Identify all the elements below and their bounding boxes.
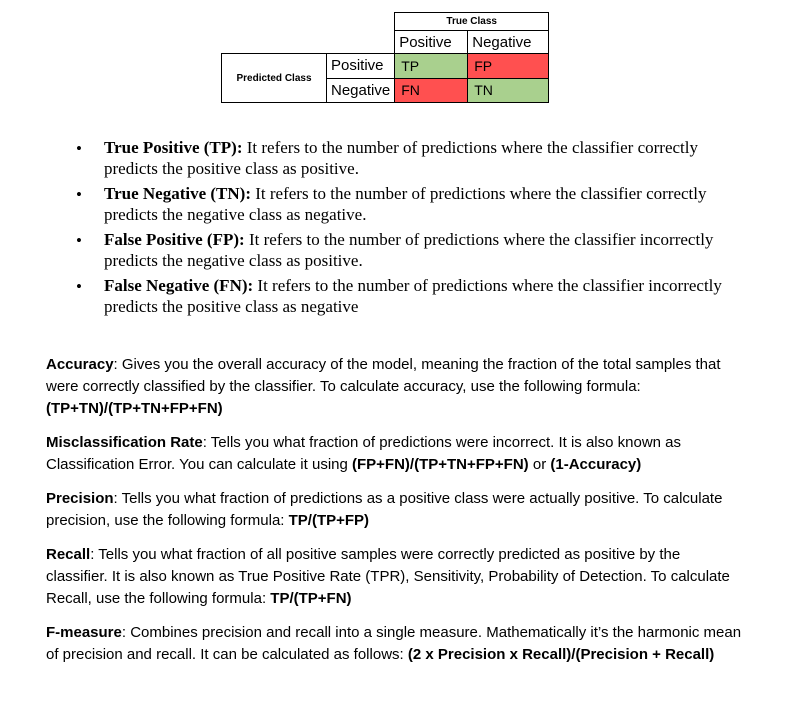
bullet-term: True Positive (TP): bbox=[104, 138, 243, 157]
definition-formula: (TP+TN)/(TP+TN+FP+FN) bbox=[46, 400, 223, 417]
definition-term: Misclassification Rate bbox=[46, 434, 203, 451]
definition-formula: (2 x Precision x Recall)/(Precision + Recall) bbox=[407, 646, 715, 663]
cell-tp: TP bbox=[395, 54, 468, 79]
col-header-positive: Positive bbox=[395, 31, 468, 54]
bullet-text: It refers to the number of predictions where the classifier correctly predicts the positive class as positive. bbox=[104, 138, 698, 178]
bullet-text: It refers to the number of predictions where the classifier correctly predicts the negative class as negative. bbox=[104, 184, 707, 224]
cell-fp: FP bbox=[468, 54, 549, 79]
definition-accuracy bbox=[46, 354, 746, 420]
confusion-matrix bbox=[221, 12, 549, 103]
definition-text: : Combines precision and recall into a single measure. Mathematically it’s the harmonic mean of precision and recall. It can be calculated as follows: bbox=[46, 624, 742, 663]
bullet-dot: • bbox=[76, 277, 82, 296]
corner-empty bbox=[327, 13, 395, 31]
bullet-term: False Negative (FN): bbox=[104, 276, 254, 295]
definition-precision bbox=[46, 488, 746, 532]
bullet-text: It refers to the number of predictions where the classifier incorrectly predicts the negative class as positive. bbox=[104, 230, 714, 270]
definition-term: Recall bbox=[46, 546, 91, 563]
row-header-positive: Positive bbox=[327, 54, 395, 79]
corner-empty bbox=[222, 31, 327, 54]
bullet-dot: • bbox=[76, 185, 82, 204]
definition-term: Precision bbox=[46, 490, 114, 507]
corner-empty bbox=[327, 31, 395, 54]
definition-text: : Tells you what fraction of all positive samples were correctly predicted as positive by the classifier. It is also known as True Positive Rate (TPR), Sensitivity, Probability of Detection. To calculate Recall, use the following formula: bbox=[46, 546, 730, 607]
definition-suffix: or bbox=[528, 456, 551, 473]
definition-recall bbox=[46, 544, 746, 610]
row-header-negative: Negative bbox=[327, 78, 395, 103]
true-class-header: True Class bbox=[395, 13, 549, 31]
bullet-item-tp bbox=[76, 137, 726, 179]
definition-term: Accuracy bbox=[46, 356, 114, 373]
bullet-item-fn bbox=[76, 275, 726, 317]
cell-tn: TN bbox=[468, 78, 549, 103]
definition-term: F-measure bbox=[46, 624, 122, 641]
bullet-text: It refers to the number of predictions where the classifier incorrectly predicts the positive class as negative bbox=[104, 276, 722, 316]
definition-formula: TP/(TP+FP) bbox=[288, 512, 370, 529]
cell-fn: FN bbox=[395, 78, 468, 103]
definition-formula-alt: (1-Accuracy) bbox=[550, 456, 642, 473]
definition-formula: TP/(TP+FN) bbox=[270, 590, 352, 607]
definition-text: : Gives you the overall accuracy of the model, meaning the fraction of the total samples that were correctly classified by the classifier. To calculate accuracy, use the following formula: bbox=[46, 356, 721, 395]
bullet-item-tn bbox=[76, 183, 726, 225]
metric-definitions bbox=[46, 354, 746, 678]
bullet-dot: • bbox=[76, 231, 82, 250]
bullet-dot: • bbox=[76, 139, 82, 158]
definition-formula: (FP+FN)/(TP+TN+FP+FN) bbox=[352, 456, 529, 473]
bullet-term: True Negative (TN): bbox=[104, 184, 251, 203]
definition-f-measure bbox=[46, 622, 746, 666]
metric-bullet-list bbox=[76, 137, 726, 321]
col-header-negative: Negative bbox=[468, 31, 549, 54]
definition-text: : Tells you what fraction of predictions were incorrect. It is also known as Classification Error. You can calculate it using bbox=[46, 434, 682, 473]
definition-misclassification-rate bbox=[46, 432, 746, 476]
corner-empty bbox=[222, 13, 327, 31]
predicted-class-header: Predicted Class bbox=[222, 54, 327, 103]
bullet-term: False Positive (FP): bbox=[104, 230, 245, 249]
definition-text: : Tells you what fraction of predictions as a positive class were actually positive. To calculate precision, use the following formula: bbox=[46, 490, 723, 529]
bullet-item-fp bbox=[76, 229, 726, 271]
